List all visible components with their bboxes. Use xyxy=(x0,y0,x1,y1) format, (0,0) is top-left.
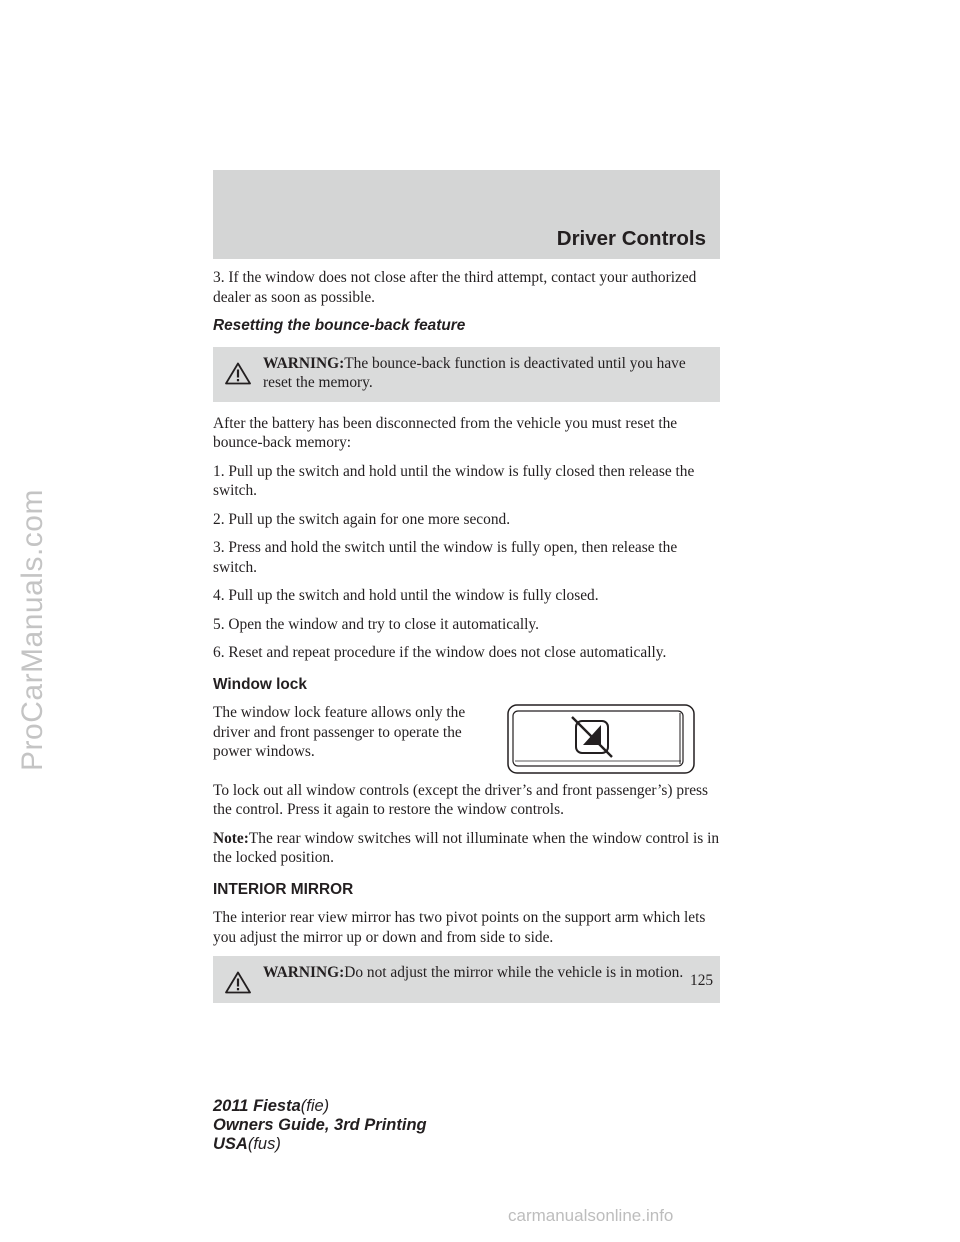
reset-step-4: 4. Pull up the switch and hold until the window is fully closed. xyxy=(213,587,599,604)
footer-market: USA xyxy=(213,1135,248,1153)
warning-label: WARNING: xyxy=(263,964,345,981)
reset-step-6: 6. Reset and repeat procedure if the window does not close automatically. xyxy=(213,644,667,661)
warning-box-2 xyxy=(213,956,720,1003)
bottom-watermark: carmanualsonline.info xyxy=(508,1206,674,1225)
footer-market-code: (fus) xyxy=(247,1135,281,1153)
footer xyxy=(213,1097,427,1154)
warning-message: The bounce-back function is deactivated until you have reset the memory. xyxy=(263,354,686,391)
window-lock-instructions: To lock out all window controls (except the driver’s and front passenger’s) press the control. Press it again to restore the window controls. xyxy=(213,781,709,818)
warning-message: Do not adjust the mirror while the vehicle is in motion. xyxy=(344,964,684,981)
section-title: Driver Controls xyxy=(556,227,706,250)
footer-line-1 xyxy=(213,1097,427,1116)
reset-intro: After the battery has been disconnected from the vehicle you must reset the bounce-back memory: xyxy=(213,414,678,451)
warning-box-1 xyxy=(213,347,720,402)
window-lock-row xyxy=(213,703,720,781)
window-lock-switch-icon xyxy=(506,703,696,775)
note-label: Note: xyxy=(213,829,249,847)
warning-label: WARNING: xyxy=(263,354,345,372)
interior-mirror-description: The interior rear view mirror has two pivot points on the support arm which lets you adjust the mirror up or down and from side to side. xyxy=(213,909,706,946)
footer-line-3 xyxy=(213,1135,427,1154)
page-content xyxy=(213,268,720,1015)
window-lock-note xyxy=(213,829,720,868)
window-lock-heading: Window lock xyxy=(213,675,307,693)
note-text: The rear window switches will not illuminate when the window control is in the locked position. xyxy=(213,829,720,866)
warning-text-2 xyxy=(263,963,706,983)
window-lock-switch-figure xyxy=(506,703,696,781)
subheading-reset: Resetting the bounce-back feature xyxy=(213,317,466,334)
reset-step-2: 2. Pull up the switch again for one more second. xyxy=(213,510,511,528)
page-number: 125 xyxy=(690,972,714,989)
window-lock-description: The window lock feature allows only the driver and front passenger to operate the power windows. xyxy=(213,704,466,760)
side-watermark xyxy=(8,350,58,910)
reset-step-5: 5. Open the window and try to close it automatically. xyxy=(213,615,539,633)
warning-text-1 xyxy=(263,354,706,393)
footer-model-code: (fie) xyxy=(300,1097,330,1115)
section-header xyxy=(213,170,720,259)
interior-mirror-heading: INTERIOR MIRROR xyxy=(213,880,354,898)
intro-step: 3. If the window does not close after the third attempt, contact your authorized dealer as soon as possible. xyxy=(213,269,697,306)
reset-step-3: 3. Press and hold the switch until the window is fully open, then release the switch. xyxy=(213,539,678,576)
footer-line-2: Owners Guide, 3rd Printing xyxy=(213,1116,427,1134)
side-watermark-text: ProCarManuals.com xyxy=(16,489,49,771)
reset-step-1: 1. Pull up the switch and hold until the window is fully closed then release the switch. xyxy=(213,462,695,499)
warning-triangle-icon xyxy=(213,963,263,994)
warning-triangle-icon xyxy=(213,354,263,385)
footer-model: 2011 Fiesta xyxy=(213,1097,301,1115)
